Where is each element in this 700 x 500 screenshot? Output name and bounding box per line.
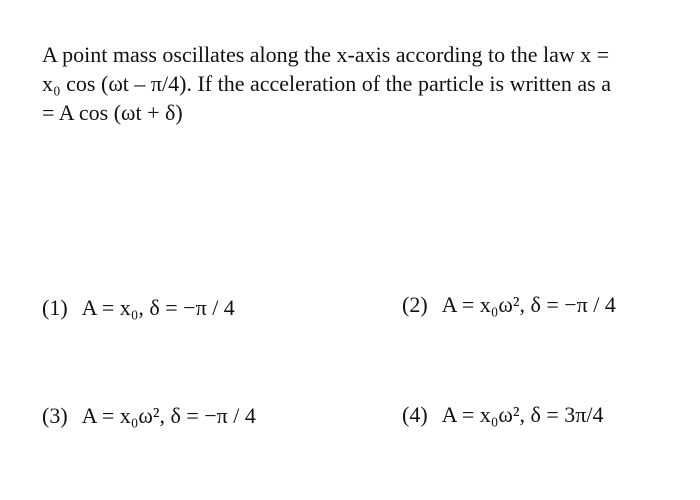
option-2-number: (2): [402, 292, 428, 317]
option-4[interactable]: [402, 400, 603, 430]
question-text: [42, 40, 652, 127]
option-3[interactable]: [42, 401, 256, 431]
option-3-number: (3): [42, 403, 68, 428]
option-4-number: (4): [402, 402, 428, 427]
option-2[interactable]: [402, 290, 616, 320]
option-1[interactable]: [42, 293, 235, 323]
option-3-expression: A = x₀ω², δ = −π / 4: [81, 403, 256, 428]
option-1-number: (1): [42, 295, 68, 320]
question-line-3: = A cos (ωt + δ): [42, 100, 183, 125]
option-4-expression: A = x₀ω², δ = 3π/4: [441, 402, 604, 427]
option-1-expression: A = x₀, δ = −π / 4: [81, 295, 235, 320]
question-line-1: A point mass oscillates along the x-axis according to the law x =: [42, 42, 610, 67]
option-2-expression: A = x₀ω², δ = −π / 4: [441, 292, 616, 317]
question-line-2: x₀ cos (ωt – π/4). If the acceleration of the particle is written as a: [42, 71, 611, 96]
